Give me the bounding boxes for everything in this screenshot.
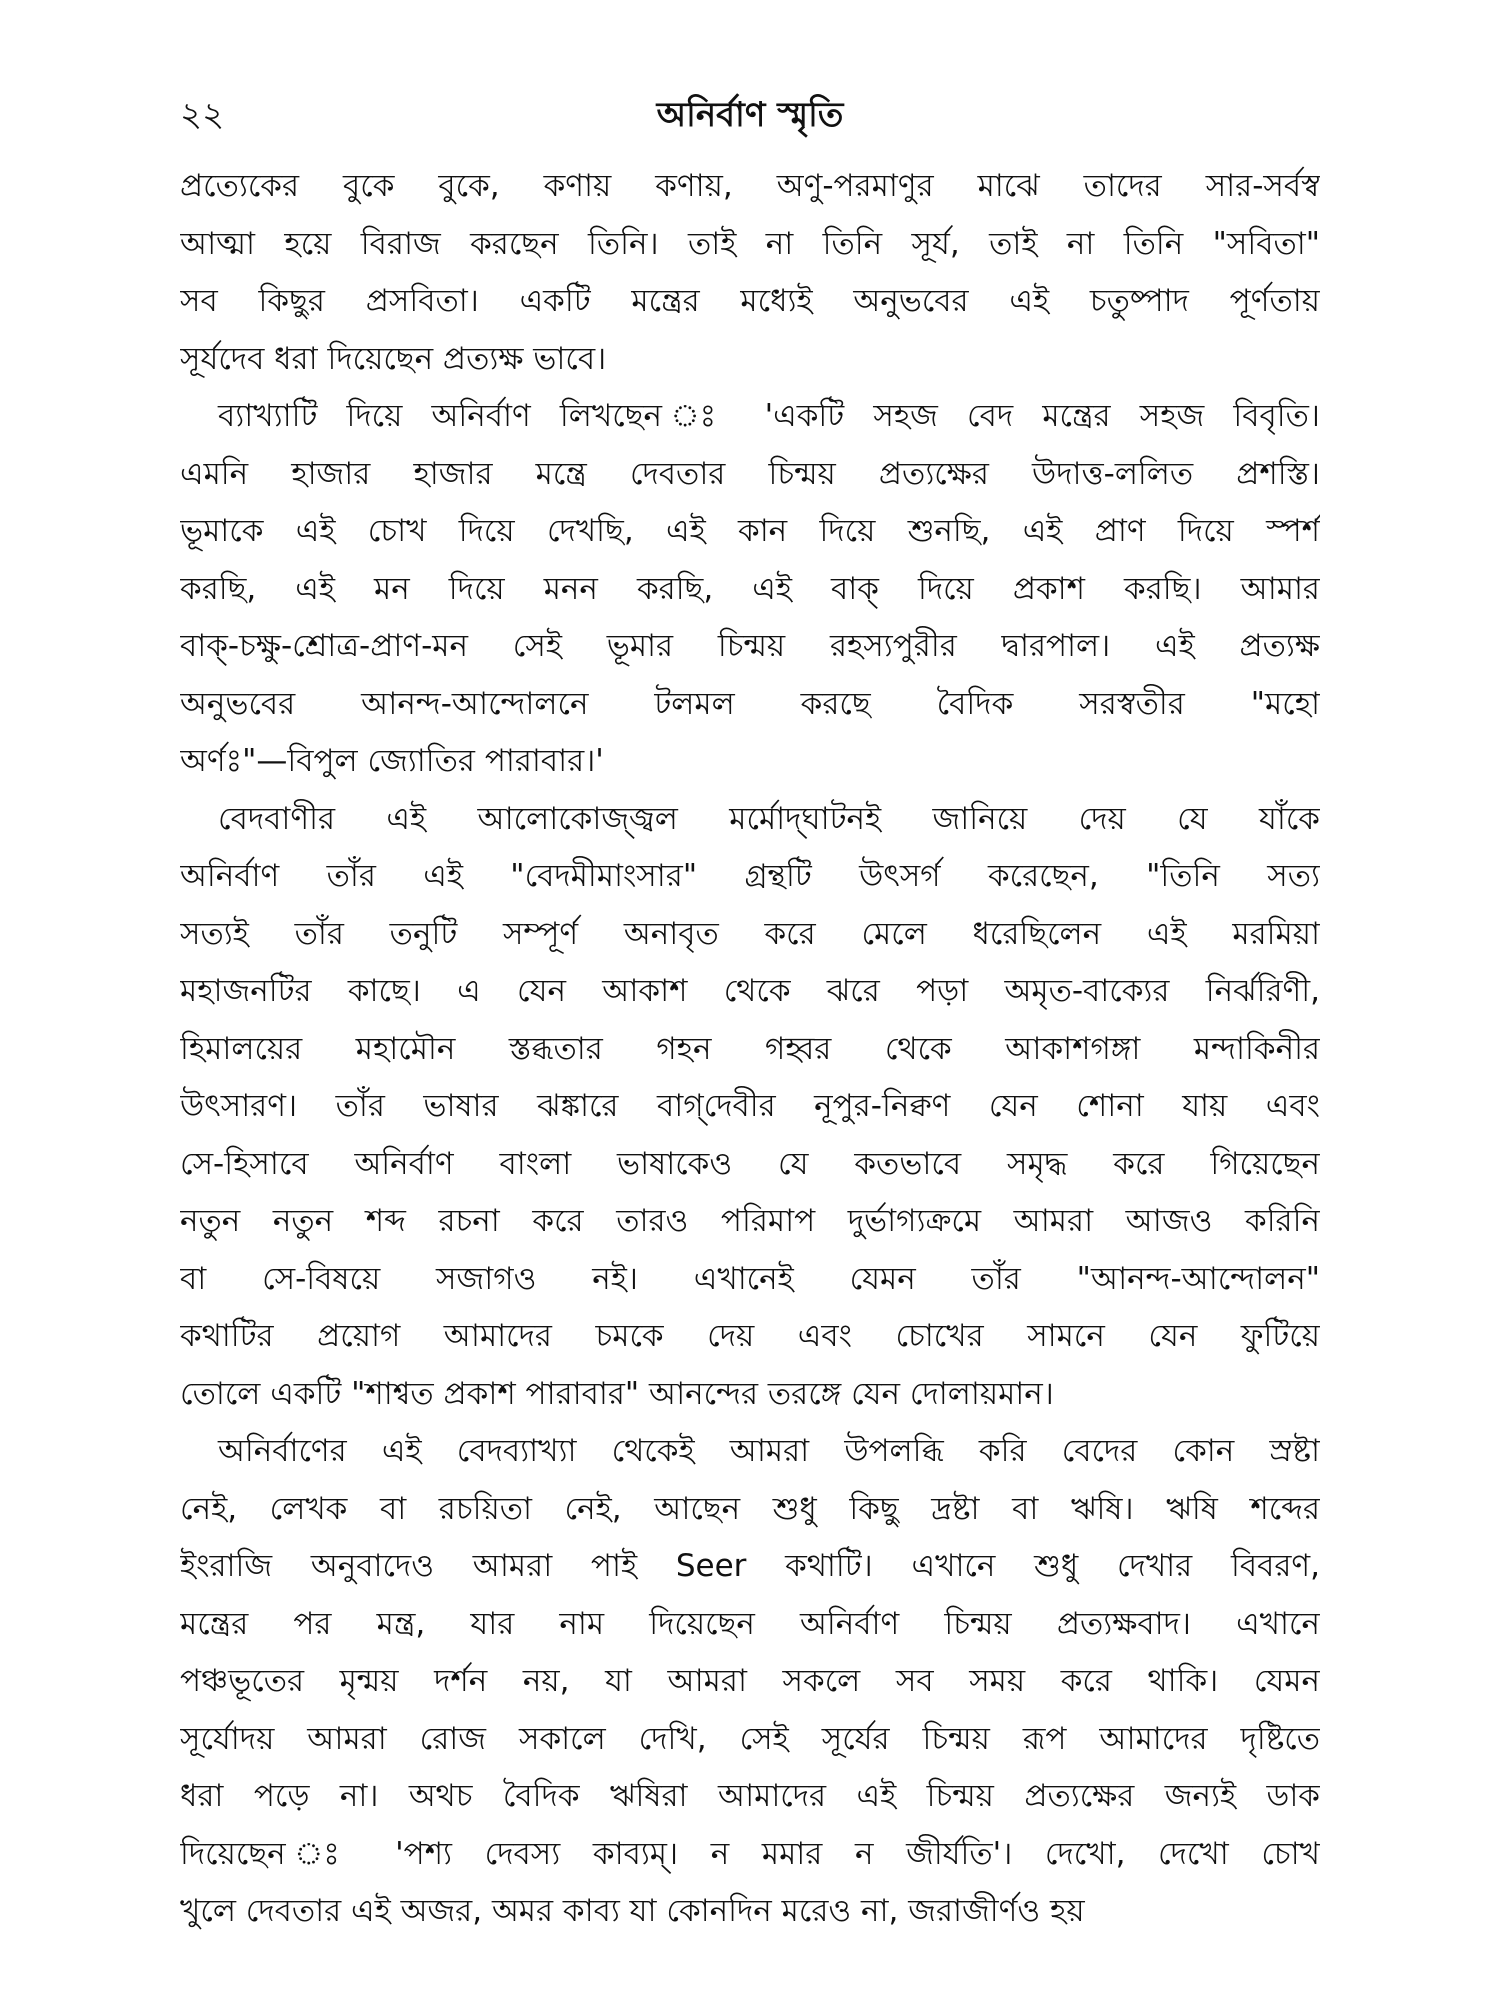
text-line: মহাজনটির কাছে। এ যেন আকাশ থেকে ঝরে পড়া অমৃত-বাক্যের নির্ঝরিণী, (180, 973, 1320, 1009)
running-title: অনির্বাণ স্মৃতি (656, 95, 844, 135)
text-line: সে-হিসাবে অনির্বাণ বাংলা ভাষাকেও যে কতভাবে সমৃদ্ধ করে গিয়েছেন (180, 1145, 1320, 1182)
text-line: সূর্যদেব ধরা দিয়েছেন প্রত্যক্ষ ভাবে। (180, 340, 607, 377)
text-line: করছি, এই মন দিয়ে মনন করছি, এই বাক্‌ দিয়ে প্রকাশ করছি। আমার (180, 570, 1320, 607)
text-line: অর্ণঃ"—বিপুল জ্যোতির পারাবার।' (180, 743, 604, 779)
text-line: বেদবাণীর এই আলোকোজ্জ্বল মর্মোদ্‌ঘাটনই জানিয়ে দেয় যে যাঁকে (218, 800, 1320, 837)
text-line: মন্ত্রের পর মন্ত্র, যার নাম দিয়েছেন অনির্বাণ চিন্ময় প্রত্যক্ষবাদ। এখানে (180, 1605, 1320, 1642)
text-line: উৎসারণ। তাঁর ভাষার ঝঙ্কারে বাগ্‌দেবীর নূপুর-নিক্বণ যেন শোনা যায় এবং (180, 1088, 1320, 1124)
text-line: নেই, লেখক বা রচয়িতা নেই, আছেন শুধু কিছু দ্রষ্টা বা ঋষি। ঋষি শব্দের (180, 1490, 1320, 1527)
text-line: অনুভবের আনন্দ-আন্দোলনে টলমল করছে বৈদিক সরস্বতীর "মহো (180, 685, 1320, 722)
text-line: প্রত্যেকের বুকে বুকে, কণায় কণায়, অণু-পরমাণুর মাঝে তাদের সার-সর্বস্ব (180, 168, 1320, 204)
text-line: ব্যাখ্যাটি দিয়ে অনির্বাণ লিখছেন ঃ 'একটি সহজ বেদ মন্ত্রের সহজ বিবৃতি। (218, 398, 1320, 434)
page-number: ২২ (180, 95, 225, 135)
text-line: সূর্যোদয় আমরা রোজ সকালে দেখি, সেই সূর্যের চিন্ময় রূপ আমাদের দৃষ্টিতে (180, 1720, 1320, 1757)
body-text (180, 158, 1320, 1958)
page-header (180, 85, 1320, 145)
text-line: সত্যই তাঁর তনুটি সম্পূর্ণ অনাবৃত করে মেলে ধরেছিলেন এই মরমিয়া (180, 915, 1320, 952)
paragraph (180, 158, 1320, 388)
text-line: বা সে-বিষয়ে সজাগও নই। এখানেই যেমন তাঁর "আনন্দ-আন্দোলন" (180, 1260, 1320, 1297)
text-line: অনির্বাণ তাঁর এই "বেদমীমাংসার" গ্রন্থটি উৎসর্গ করেছেন, "তিনি সত্য (180, 858, 1320, 894)
text-line: ইংরাজি অনুবাদেও আমরা পাই Seer কথাটি। এখানে শুধু দেখার বিবরণ, (180, 1548, 1320, 1584)
text-line: সব কিছুর প্রসবিতা। একটি মন্ত্রের মধ্যেই অনুভবের এই চতুষ্পাদ পূর্ণতায় (180, 283, 1320, 319)
text-line: হিমালয়ের মহামৌন স্তব্ধতার গহন গহ্বর থেকে আকাশগঙ্গা মন্দাকিনীর (180, 1030, 1320, 1067)
text-line: কথাটির প্রয়োগ আমাদের চমকে দেয় এবং চোখের সামনে যেন ফুটিয়ে (180, 1318, 1320, 1354)
text-line: ধরা পড়ে না। অথচ বৈদিক ঋষিরা আমাদের এই চিন্ময় প্রত্যক্ষের জন্যই ডাক (180, 1778, 1320, 1814)
text-line: বাক্‌-চক্ষু-শ্রোত্র-প্রাণ-মন সেই ভূমার চিন্ময় রহস্যপুরীর দ্বারপাল। এই প্রত্যক্ষ (180, 628, 1320, 664)
text-line: তোলে একটি "শাশ্বত প্রকাশ পারাবার" আনন্দের তরঙ্গে যেন দোলায়মান। (180, 1375, 1054, 1412)
text-line: দিয়েছেন ঃ 'পশ্য দেবস্য কাব্যম্‌। ন মমার ন জীর্যতি'। দেখো, দেখো চোখ (180, 1835, 1320, 1872)
text-line: অনির্বাণের এই বেদব্যাখ্যা থেকেই আমরা উপলব্ধি করি বেদের কোন স্রষ্টা (218, 1433, 1320, 1469)
text-line: ভূমাকে এই চোখ দিয়ে দেখছি, এই কান দিয়ে শুনছি, এই প্রাণ দিয়ে স্পর্শ (180, 513, 1320, 549)
text-line: এমনি হাজার হাজার মন্ত্রে দেবতার চিন্ময় প্রত্যক্ষের উদাত্ত-ললিত প্রশস্তি। (180, 455, 1320, 492)
text-line: নতুন নতুন শব্দ রচনা করে তারও পরিমাপ দুর্ভাগ্যক্রমে আমরা আজও করিনি (180, 1203, 1320, 1239)
paragraph (180, 791, 1320, 1424)
text-line: পঞ্চভূতের মৃন্ময় দর্শন নয়, যা আমরা সকলে সব সময় করে থাকি। যেমন (180, 1663, 1320, 1699)
text-line: আত্মা হয়ে বিরাজ করছেন তিনি। তাই না তিনি সূর্য, তাই না তিনি "সবিতা" (180, 225, 1320, 262)
paragraph (180, 388, 1320, 791)
paragraph (180, 1423, 1320, 1941)
text-line: খুলে দেবতার এই অজর, অমর কাব্য যা কোনদিন মরেও না, জরাজীর্ণও হয় (180, 1893, 1085, 1929)
